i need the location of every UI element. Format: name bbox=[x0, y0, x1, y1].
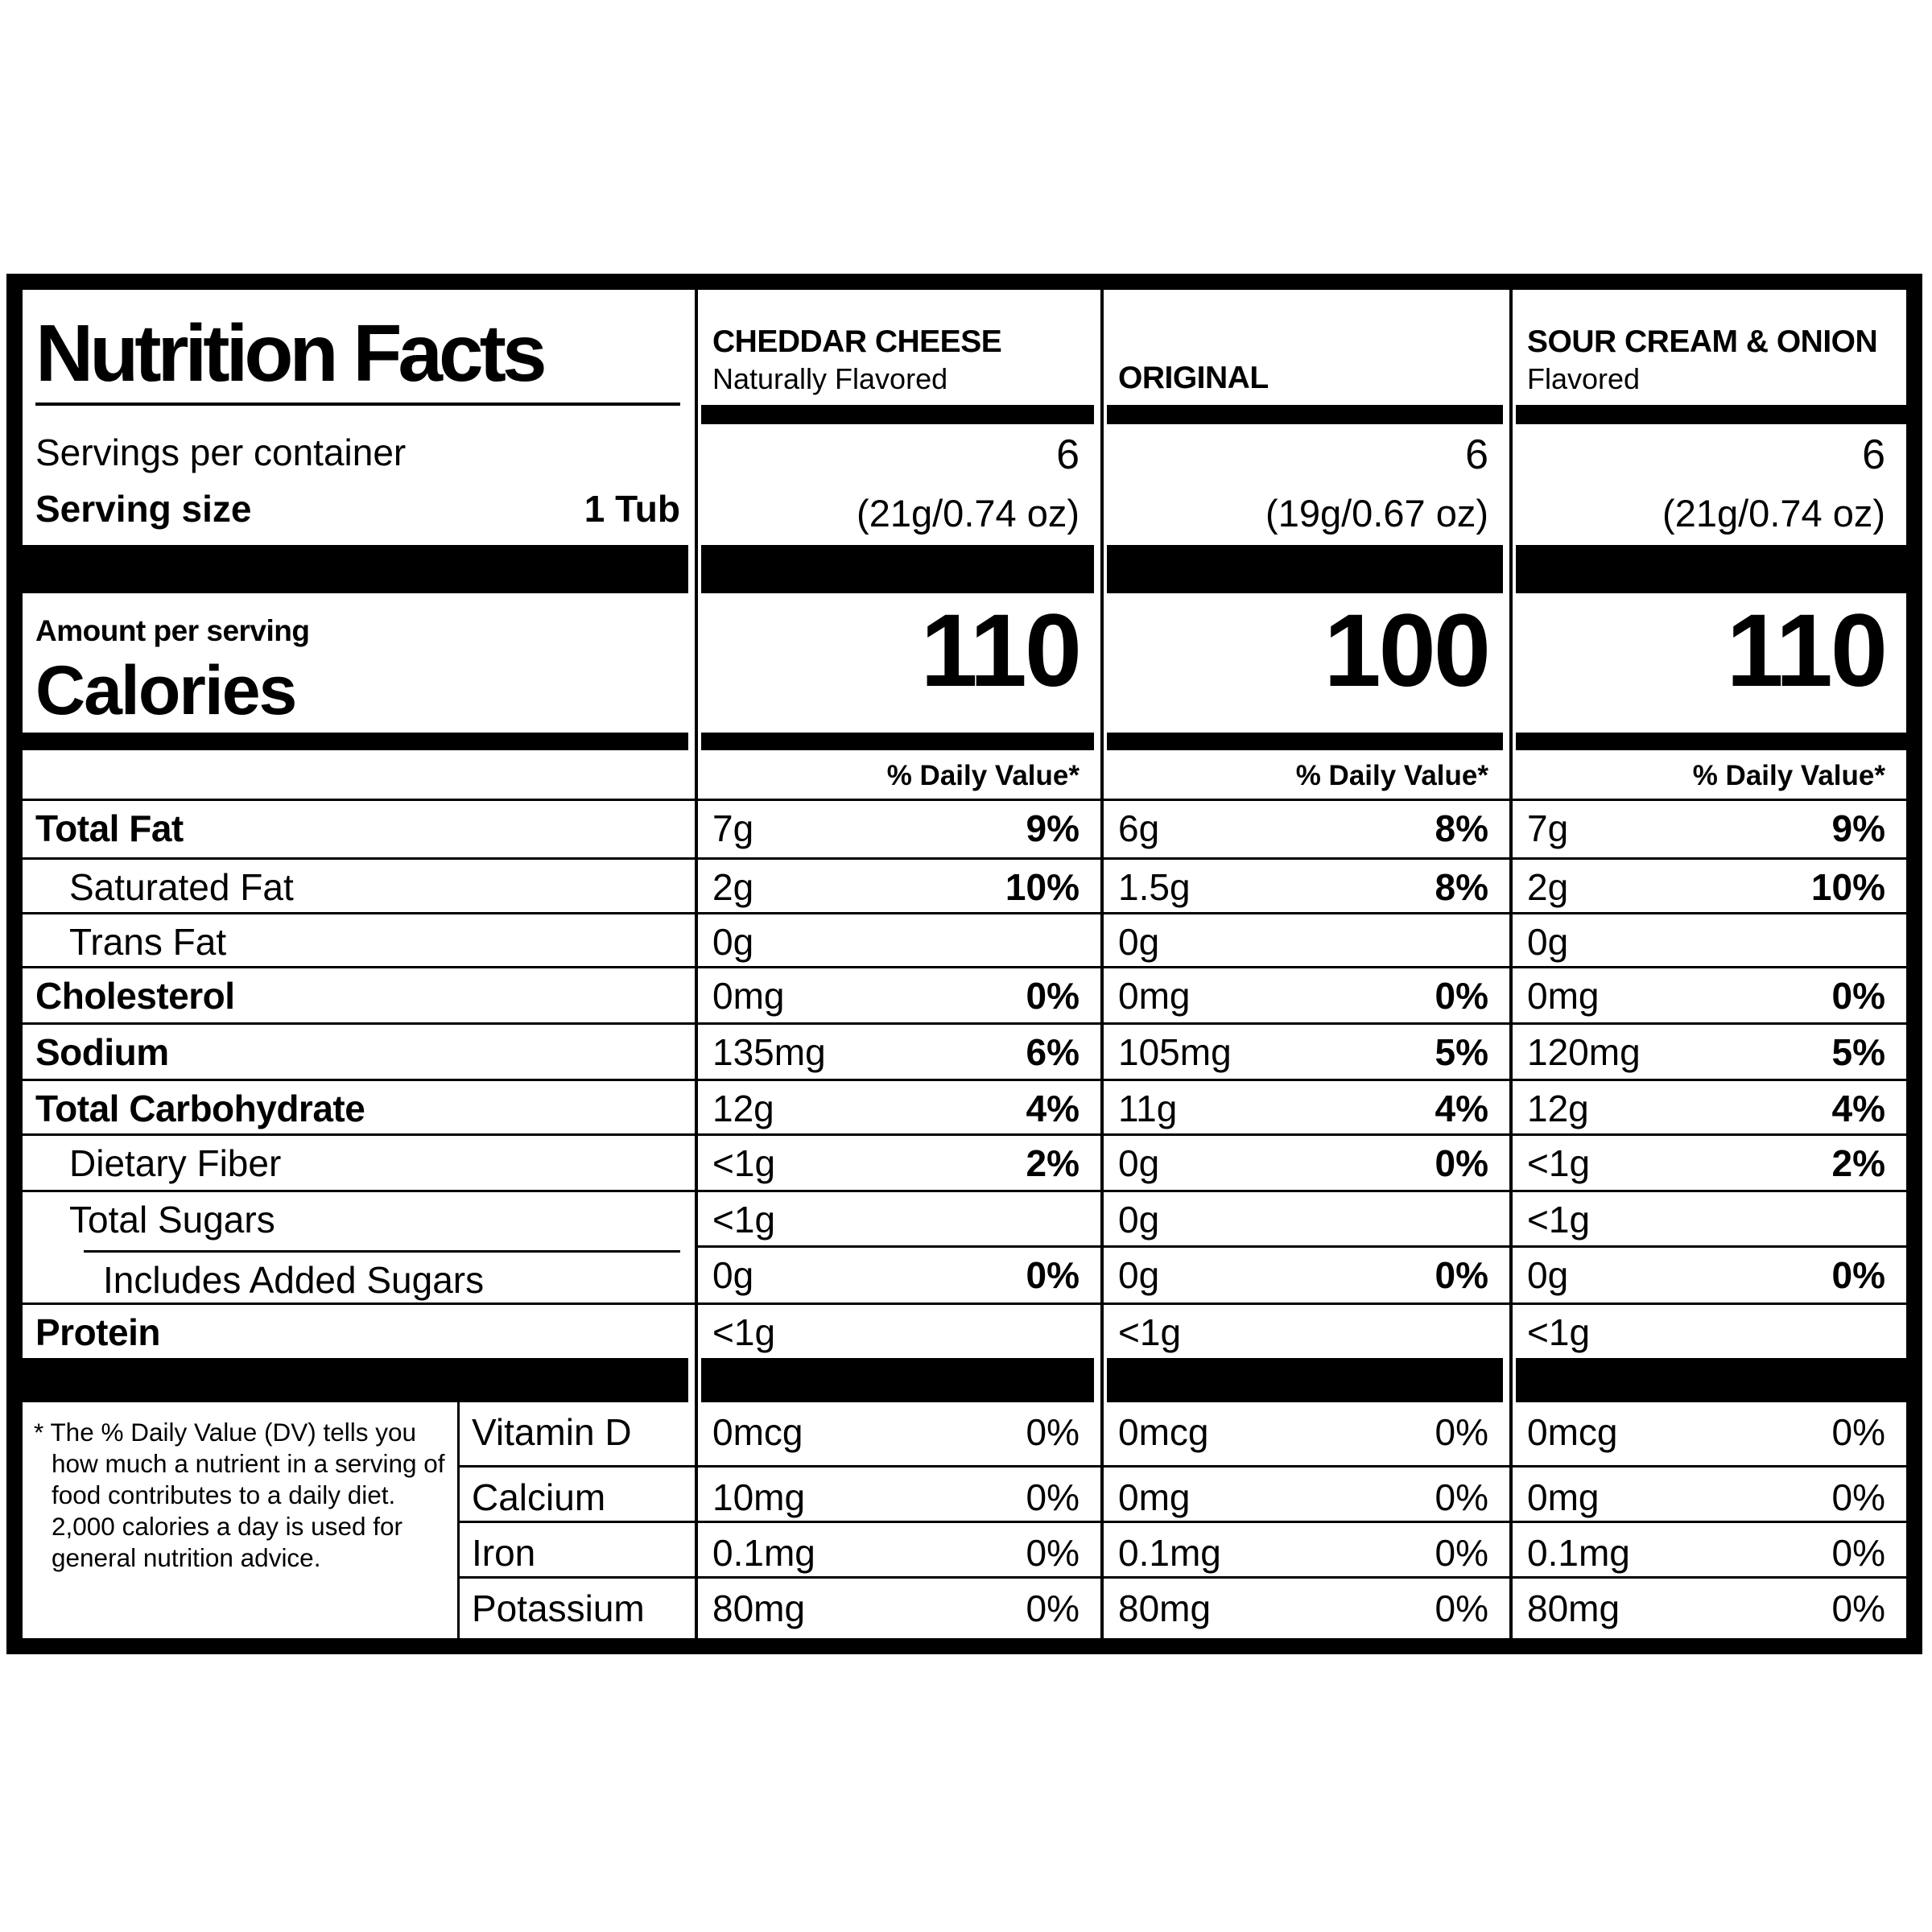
nutrient-label-total-fat: Total Fat bbox=[23, 799, 695, 857]
value-cheddar-total-fat: 7g 9% bbox=[695, 799, 1100, 857]
header-bar bbox=[1509, 405, 1906, 424]
title-block bbox=[23, 290, 695, 424]
servings-count: 6 bbox=[1056, 431, 1080, 478]
value-sco-saturated-fat: 2g 10% bbox=[1509, 857, 1906, 912]
section-bar bbox=[23, 545, 695, 593]
value-cheddar-saturated-fat: 2g 10% bbox=[695, 857, 1100, 912]
serving-weight: (21g/0.74 oz) bbox=[857, 492, 1080, 535]
value-original-calcium: 0mg 0% bbox=[1100, 1465, 1509, 1521]
vitamin-label-calcium: Calcium bbox=[23, 1465, 695, 1521]
daily-value-header: % Daily Value* bbox=[1692, 760, 1885, 791]
servings-per-container-label: Servings per container bbox=[35, 431, 407, 473]
nutrient-label-protein: Protein bbox=[23, 1302, 695, 1358]
nutrient-label-trans-fat: Trans Fat bbox=[23, 912, 695, 966]
serving-values-original bbox=[1100, 424, 1509, 545]
value-cheddar-vitamin-d: 0mcg 0% bbox=[712, 1411, 1080, 1453]
section-bar bbox=[695, 733, 1100, 750]
value-original-saturated-fat: 1.5g 8% bbox=[1100, 857, 1509, 912]
servings-count: 6 bbox=[1862, 431, 1885, 478]
section-bar bbox=[1509, 545, 1906, 593]
value-original-vitamin-d: 0mcg 0% bbox=[1118, 1411, 1488, 1453]
value-cheddar-trans-fat: 0g bbox=[695, 912, 1100, 966]
page-title: Nutrition Facts bbox=[35, 308, 543, 398]
value-sco-iron: 0.1mg 0% bbox=[1509, 1521, 1906, 1576]
flavor-subtitle: Flavored bbox=[1527, 361, 1641, 395]
value-sco-total-sugars: <1g bbox=[1509, 1190, 1906, 1245]
serving-values-cheddar bbox=[695, 424, 1100, 545]
section-bar bbox=[1509, 733, 1906, 750]
label-grid bbox=[23, 290, 1906, 1638]
nutrient-label-cholesterol: Cholesterol bbox=[23, 966, 695, 1022]
value-original-total-carbohydrate: 11g 4% bbox=[1100, 1079, 1509, 1133]
serving-values-sour-cream-onion bbox=[1509, 424, 1906, 545]
serving-weight: (19g/0.67 oz) bbox=[1265, 492, 1488, 535]
nutrient-label-saturated-fat: Saturated Fat bbox=[23, 857, 695, 912]
section-bar bbox=[1100, 545, 1509, 593]
servings-count: 6 bbox=[1465, 431, 1488, 478]
value-original-potassium: 80mg 0% bbox=[1100, 1576, 1509, 1638]
vitamin-label-iron: Iron bbox=[23, 1521, 695, 1576]
section-bar bbox=[1100, 733, 1509, 750]
serving-size-value: 1 Tub bbox=[584, 488, 680, 530]
value-sco-dietary-fiber: <1g 2% bbox=[1509, 1133, 1906, 1190]
flavor-subtitle: Naturally Flavored bbox=[712, 361, 948, 395]
serving-info bbox=[23, 424, 695, 545]
calories-block bbox=[23, 593, 695, 733]
nutrient-label-total-carbohydrate: Total Carbohydrate bbox=[23, 1079, 695, 1133]
serving-size-label: Serving size bbox=[35, 488, 252, 530]
value-original-total-fat: 6g 8% bbox=[1100, 799, 1509, 857]
value-cheddar-iron: 0.1mg 0% bbox=[695, 1521, 1100, 1576]
value-cheddar-potassium: 80mg 0% bbox=[695, 1576, 1100, 1638]
section-bar bbox=[695, 1358, 1100, 1402]
value-sco-protein: <1g bbox=[1509, 1302, 1906, 1358]
section-bar bbox=[1509, 1358, 1906, 1402]
section-bar bbox=[695, 545, 1100, 593]
value-sco-trans-fat: 0g bbox=[1509, 912, 1906, 966]
nutrient-label-total-sugars: Total Sugars bbox=[23, 1190, 695, 1245]
amount-per-serving-label: Amount per serving bbox=[35, 614, 310, 647]
flavor-name: ORIGINAL bbox=[1118, 361, 1269, 396]
value-cheddar-cholesterol: 0mg 0% bbox=[695, 966, 1100, 1022]
calories-value-cheddar: 110 bbox=[920, 593, 1080, 708]
vitamin-label-potassium: Potassium bbox=[23, 1576, 695, 1638]
daily-value-header: % Daily Value* bbox=[886, 760, 1080, 791]
flavor-header-original bbox=[1100, 290, 1509, 405]
calories-label: Calories bbox=[35, 652, 296, 729]
serving-weight: (21g/0.74 oz) bbox=[1662, 492, 1885, 535]
value-cheddar-dietary-fiber: <1g 2% bbox=[695, 1133, 1100, 1190]
value-sco-cholesterol: 0mg 0% bbox=[1509, 966, 1906, 1022]
value-original-trans-fat: 0g bbox=[1100, 912, 1509, 966]
calories-value-original: 100 bbox=[1323, 593, 1488, 708]
title-underline bbox=[35, 402, 680, 406]
flavor-name: SOUR CREAM & ONION bbox=[1527, 324, 1878, 359]
flavor-header-sour-cream-onion bbox=[1509, 290, 1906, 405]
value-original-cholesterol: 0mg 0% bbox=[1100, 966, 1509, 1022]
value-cheddar-calcium: 10mg 0% bbox=[695, 1465, 1100, 1521]
value-sco-total-carbohydrate: 12g 4% bbox=[1509, 1079, 1906, 1133]
nutrient-label-dietary-fiber: Dietary Fiber bbox=[23, 1133, 695, 1190]
daily-value-footnote: * The % Daily Value (DV) tells you how much a nutrient in a serving of food contributes to a daily diet. 2,000 calories a day is used for general nutrition advice. bbox=[34, 1418, 445, 1572]
vitamin-label-vitamin-d: Vitamin D bbox=[472, 1411, 632, 1453]
section-bar bbox=[23, 733, 695, 750]
value-sco-potassium: 80mg 0% bbox=[1509, 1576, 1906, 1638]
daily-value-header: % Daily Value* bbox=[1295, 760, 1488, 791]
value-cheddar-includes-added-sugars: 0g 0% bbox=[695, 1245, 1100, 1302]
nutrient-label-sodium: Sodium bbox=[23, 1022, 695, 1079]
value-original-total-sugars: 0g bbox=[1100, 1190, 1509, 1245]
value-cheddar-protein: <1g bbox=[695, 1302, 1100, 1358]
value-sco-calcium: 0mg 0% bbox=[1509, 1465, 1906, 1521]
value-sco-includes-added-sugars: 0g 0% bbox=[1509, 1245, 1906, 1302]
nutrition-facts-label bbox=[6, 274, 1922, 1654]
section-bar bbox=[23, 1358, 695, 1402]
value-cheddar-total-sugars: <1g bbox=[695, 1190, 1100, 1245]
value-sco-vitamin-d: 0mcg 0% bbox=[1527, 1411, 1885, 1453]
value-original-includes-added-sugars: 0g 0% bbox=[1100, 1245, 1509, 1302]
value-original-protein: <1g bbox=[1100, 1302, 1509, 1358]
value-original-iron: 0.1mg 0% bbox=[1100, 1521, 1509, 1576]
calories-value-sour-cream-onion: 110 bbox=[1726, 593, 1885, 708]
value-original-sodium: 105mg 5% bbox=[1100, 1022, 1509, 1079]
value-sco-total-fat: 7g 9% bbox=[1509, 799, 1906, 857]
value-sco-sodium: 120mg 5% bbox=[1509, 1022, 1906, 1079]
header-bar bbox=[695, 405, 1100, 424]
flavor-name: CHEDDAR CHEESE bbox=[712, 324, 1002, 359]
value-original-dietary-fiber: 0g 0% bbox=[1100, 1133, 1509, 1190]
header-bar bbox=[1100, 405, 1509, 424]
section-bar bbox=[1100, 1358, 1509, 1402]
value-cheddar-total-carbohydrate: 12g 4% bbox=[695, 1079, 1100, 1133]
flavor-header-cheddar bbox=[695, 290, 1100, 405]
nutrient-label-includes-added-sugars: Includes Added Sugars bbox=[23, 1245, 695, 1302]
value-cheddar-sodium: 135mg 6% bbox=[695, 1022, 1100, 1079]
